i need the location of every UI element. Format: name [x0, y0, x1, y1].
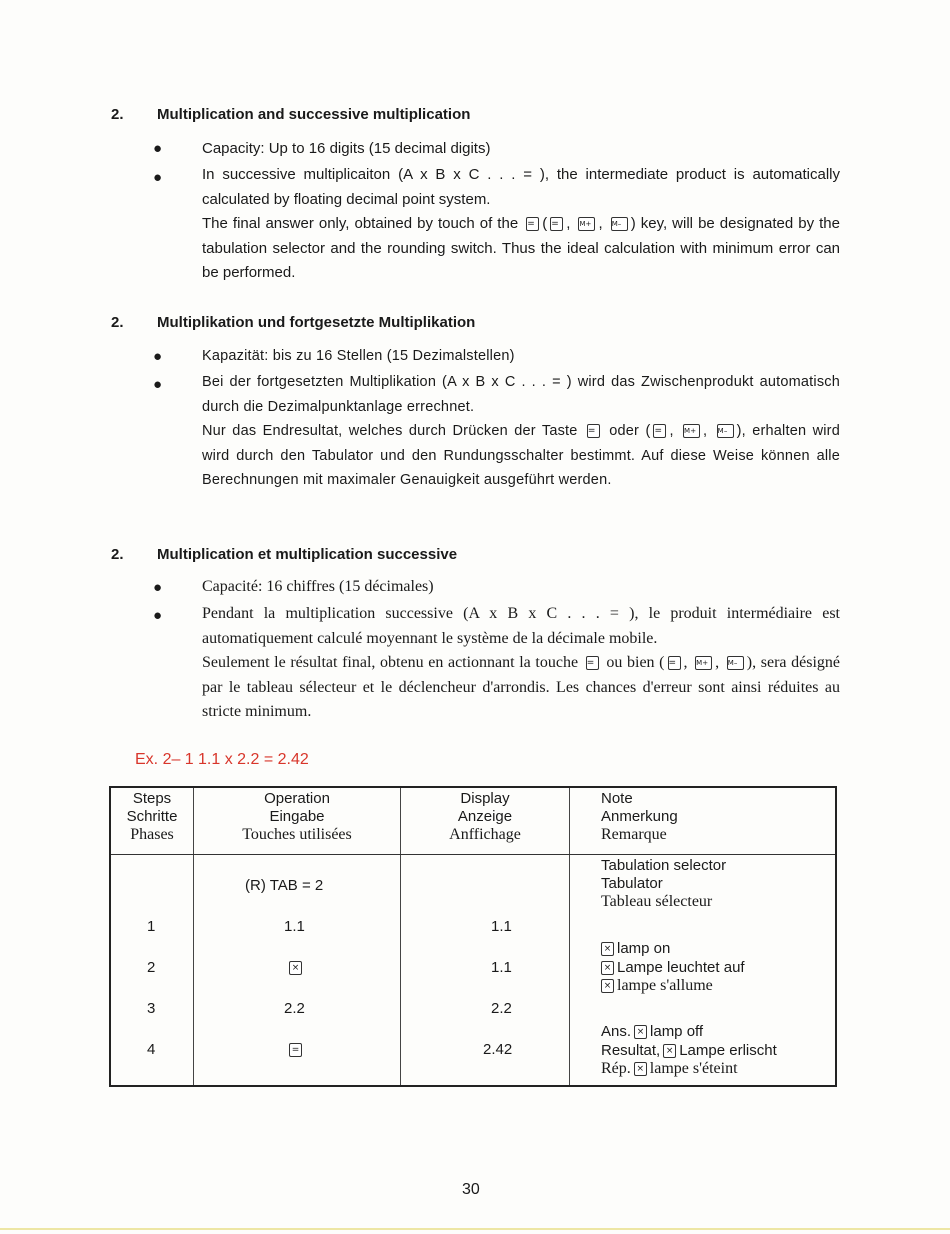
bullet-dot: ●	[153, 580, 163, 596]
bullet-dot: ●	[153, 608, 163, 624]
m-minus-key-icon: M–	[611, 217, 628, 231]
times-key-icon: ×	[663, 1044, 676, 1058]
section-number: 2.	[111, 106, 124, 123]
m-plus-key-icon: M+	[578, 217, 595, 231]
paragraph	[202, 163, 840, 286]
capacity-text: Kapazität: bis zu 16 Stellen (15 Dezimalstellen)	[202, 348, 515, 364]
equals-key-icon: =	[668, 656, 681, 670]
table-body	[110, 855, 836, 1087]
section-title: Multiplication and successive multiplication	[157, 106, 471, 123]
header-operation: Operation Eingabe Touches utilisées	[194, 787, 401, 855]
section-title: Multiplikation und fortgesetzte Multiplikation	[157, 314, 476, 331]
times-key-icon: ×	[601, 961, 614, 975]
note-answer: Ans. × lamp off	[601, 1023, 704, 1040]
note-answer: Rép. × lampe s'éteint	[601, 1060, 738, 1077]
note-text: Tabulator	[601, 875, 663, 892]
paragraph	[202, 370, 840, 493]
m-plus-key-icon: M+	[695, 656, 712, 670]
setup-operation: (R) TAB = 2	[245, 877, 324, 894]
paragraph-text: Bei der fortgesetzten Multiplikation (A x B x C . . . = ) wird das Zwischenprodukt automatisch durch die Dezimalpunktanlage errechnet.	[202, 374, 840, 415]
display-value: 1.1	[491, 918, 512, 935]
display-value: 2.42	[483, 1041, 513, 1058]
operation-value: 2.2	[284, 1000, 305, 1017]
times-key-icon: ×	[601, 979, 614, 993]
example-equation: 1.1 x 2.2 = 2.42	[198, 751, 309, 768]
paragraph-text: Nur das Endresultat, welches durch Drücken der Taste = oder ( = , M+ , M– ), erhalten wird wird durch den Tabulator und den Rundungsschalter bestimmt. Auf diese Weise können alle Berechnungen mit maximaler Genauigkeit ausgeführt werden.	[202, 423, 840, 488]
page-edge-divider	[0, 1228, 950, 1230]
equals-key-icon: =	[653, 424, 666, 438]
steps-column	[110, 855, 194, 1087]
section-number: 2.	[111, 314, 124, 331]
times-key-icon: ×	[634, 1062, 647, 1076]
bullet-dot: ●	[153, 376, 163, 393]
m-plus-key-icon: M+	[683, 424, 700, 438]
section-number: 2.	[111, 546, 124, 563]
note-answer: Resultat, × Lampe erlischt	[601, 1042, 777, 1059]
paragraph-text: In successive multiplicaiton (A x B x C . . . = ), the intermediate product is automatically calculated by floating decimal point system.	[202, 166, 840, 208]
times-key-icon: ×	[634, 1025, 647, 1039]
step-number: 1	[147, 918, 156, 935]
note-lamp-on: × lamp on	[601, 940, 670, 957]
display-value: 1.1	[491, 959, 512, 976]
times-key-icon: ×	[601, 942, 614, 956]
bullet-dot: ●	[153, 140, 163, 157]
paragraph-text: Seulement le résultat final, obtenu en actionnant la touche = ou bien ( = , M+ , M– ), sera désigné par le tableau sélecteur et le déclencheur d'arrondis. Les chances d'erreur sont ainsi réduites au stricte minimum.	[202, 654, 841, 720]
header-steps: Steps Schritte Phases	[110, 787, 194, 855]
m-minus-key-icon: M–	[727, 656, 744, 670]
example-heading	[135, 751, 309, 769]
capacity-text: Capacity: Up to 16 digits (15 decimal digits)	[202, 140, 491, 157]
display-column	[401, 855, 570, 1087]
example-label: Ex. 2– 1	[135, 751, 194, 768]
note-column	[570, 855, 837, 1087]
note-lamp-on: × Lampe leuchtet auf	[601, 959, 745, 976]
display-value: 2.2	[491, 1000, 512, 1017]
section-title: Multiplication et multiplication successive	[157, 546, 458, 563]
capacity-text: Capacité: 16 chiffres (15 décimales)	[202, 578, 434, 595]
bullet-dot: ●	[153, 169, 163, 186]
note-text: Tableau sélecteur	[601, 893, 713, 910]
equals-key-icon: =	[586, 656, 599, 670]
header-note: Note Anmerkung Remarque	[570, 787, 837, 855]
table-header-row	[110, 787, 836, 855]
paragraph-text: The final answer only, obtained by touch of the = ( = , M+ , M– ) key, will be designated by the tabulation selector and the rounding switch. Thus the ideal calculation with minimum error can be performed.	[202, 215, 840, 281]
equals-key-icon: =	[587, 424, 600, 438]
note-lamp-on: × lampe s'allume	[601, 977, 713, 995]
equals-key-icon: =	[550, 217, 563, 231]
bullet-dot: ●	[153, 348, 163, 365]
step-number: 3	[147, 1000, 156, 1017]
operation-column	[194, 855, 401, 1087]
m-minus-key-icon: M–	[717, 424, 734, 438]
paragraph-text: Pendant la multiplication successive (A x B x C . . . = ), le produit intermédiaire est automatiquement calculé moyennant le système de la décimale mobile.	[202, 605, 840, 647]
steps-table	[109, 786, 837, 1087]
equals-key-icon: =	[526, 217, 539, 231]
step-number: 2	[147, 959, 156, 976]
paragraph	[202, 602, 840, 725]
times-key-icon: ×	[289, 961, 302, 975]
page-number: 30	[462, 1181, 480, 1198]
step-number: 4	[147, 1041, 156, 1058]
note-text: Tabulation selector	[601, 857, 727, 874]
header-display: Display Anzeige Anffichage	[401, 787, 570, 855]
equals-key-icon: =	[289, 1043, 302, 1057]
operation-value: 1.1	[284, 918, 305, 935]
